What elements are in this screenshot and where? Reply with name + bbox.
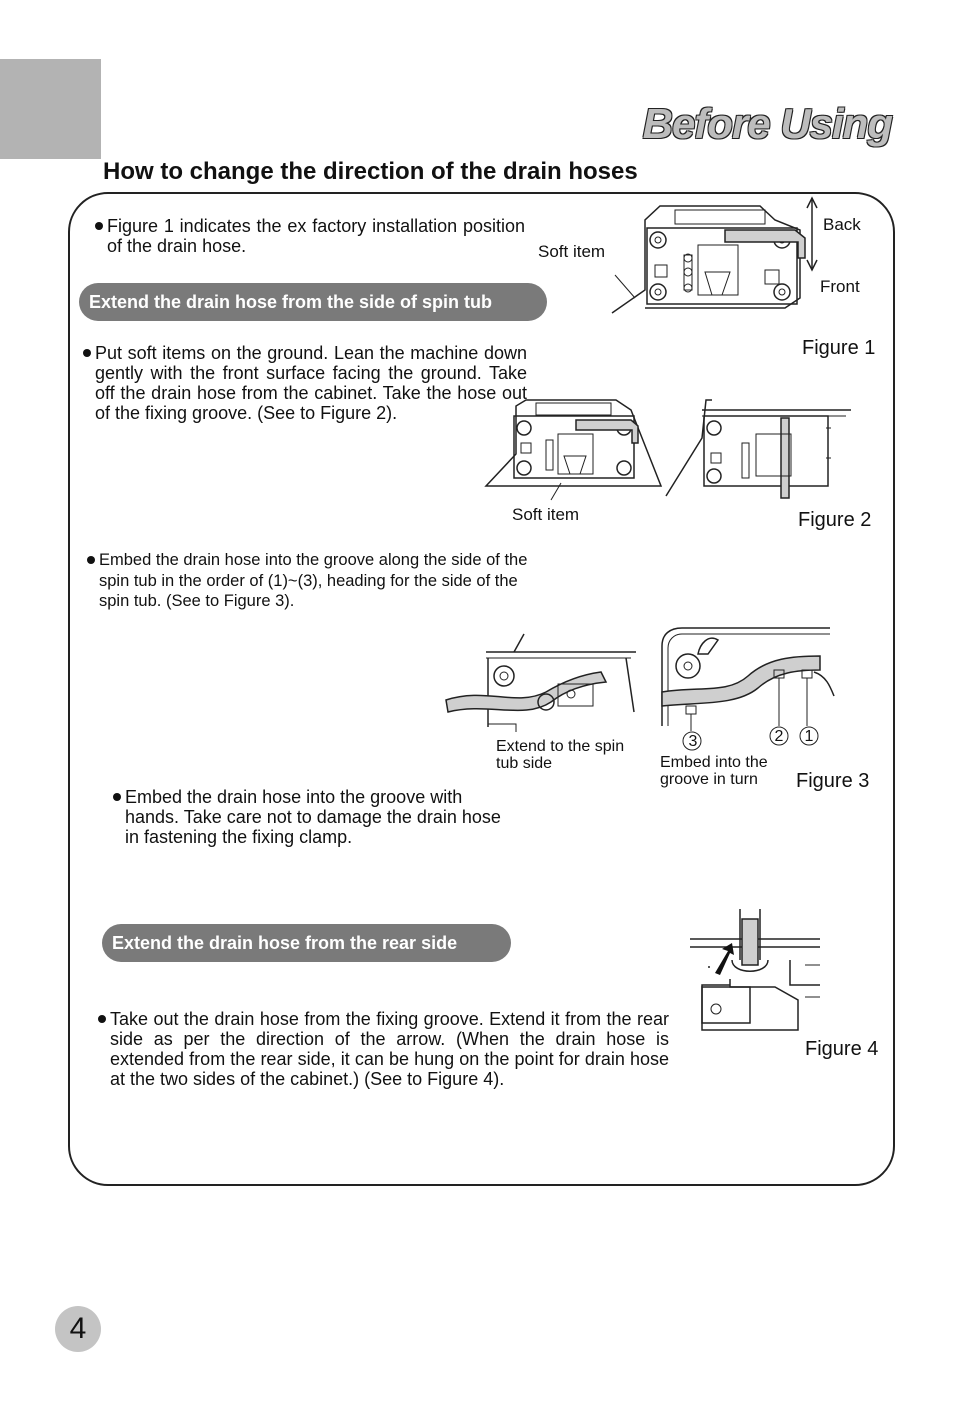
bullet	[95, 222, 103, 230]
corner-tab	[0, 59, 101, 159]
bullet	[98, 1015, 106, 1023]
fig3-embed-caption: Embed into the groove in turn	[660, 754, 768, 788]
fig3-marker-1: 1	[804, 728, 814, 745]
fig3-marker-2: 2	[774, 728, 784, 745]
step-embed-hands-text: Embed the drain hose into the groove with hands. Take care not to damage the drain hose in fastening the fixing clamp.	[125, 787, 501, 847]
fig3-marker-3: 3	[688, 733, 698, 750]
section-title: How to change the direction of the drain hoses	[103, 158, 638, 185]
fig2-soft-item: Soft item	[512, 505, 580, 524]
step-rear-side	[110, 1009, 669, 1089]
figure-4-label: Figure 4	[805, 1038, 879, 1060]
figure-2-left-drawing	[486, 398, 666, 493]
intro-text: Figure 1 indicates the ex factory installation position of the drain hose.	[107, 216, 525, 256]
figure-1-drawing	[600, 200, 820, 320]
pill-rear-side: Extend the drain hose from the rear side	[102, 924, 511, 962]
bullet	[113, 793, 121, 801]
step-soft-items-text: Put soft items on the ground. Lean the machine down gently with the front surface facing the ground. Take off the drain hose from the cabinet. Take the hose out of the fixing groove. (See to Figure 2).	[95, 343, 527, 423]
fig1-back: Back	[823, 215, 861, 234]
figure-2-label: Figure 2	[798, 509, 872, 531]
figure-1-label: Figure 1	[802, 337, 876, 359]
step-soft-items	[95, 343, 527, 423]
figure-3-label: Figure 3	[796, 770, 870, 792]
figure-3-left-drawing	[446, 632, 641, 732]
pill-spin-tub: Extend the drain hose from the side of spin tub	[79, 283, 547, 321]
step-embed-order-text: Embed the drain hose into the groove along the side of the spin tub in the order of (1)~(3), heading for the side of the spin tub. (See to Figure 3).	[99, 551, 528, 610]
figure-2-right-drawing	[666, 398, 856, 498]
step-rear-side-text: Take out the drain hose from the fixing groove. Extend it from the rear side as per the direction of the arrow. (When the drain hose is extended from the rear side, it can be hung on the point for drain hose at the two sides of the cabinet.) (See to Figure 4).	[110, 1009, 669, 1089]
step-embed-order	[99, 550, 539, 612]
page-number: 4	[55, 1306, 101, 1352]
fig1-soft-item: Soft item	[538, 242, 606, 261]
page-heading: Before Using	[642, 100, 892, 147]
bullet	[83, 349, 91, 357]
step-embed-hands	[125, 787, 505, 847]
intro-paragraph	[107, 216, 525, 256]
figure-4-drawing	[690, 905, 825, 1035]
fig3-extend-caption: Extend to the spin tub side	[496, 738, 625, 772]
bullet	[87, 556, 95, 564]
fig1-front: Front	[820, 277, 860, 296]
